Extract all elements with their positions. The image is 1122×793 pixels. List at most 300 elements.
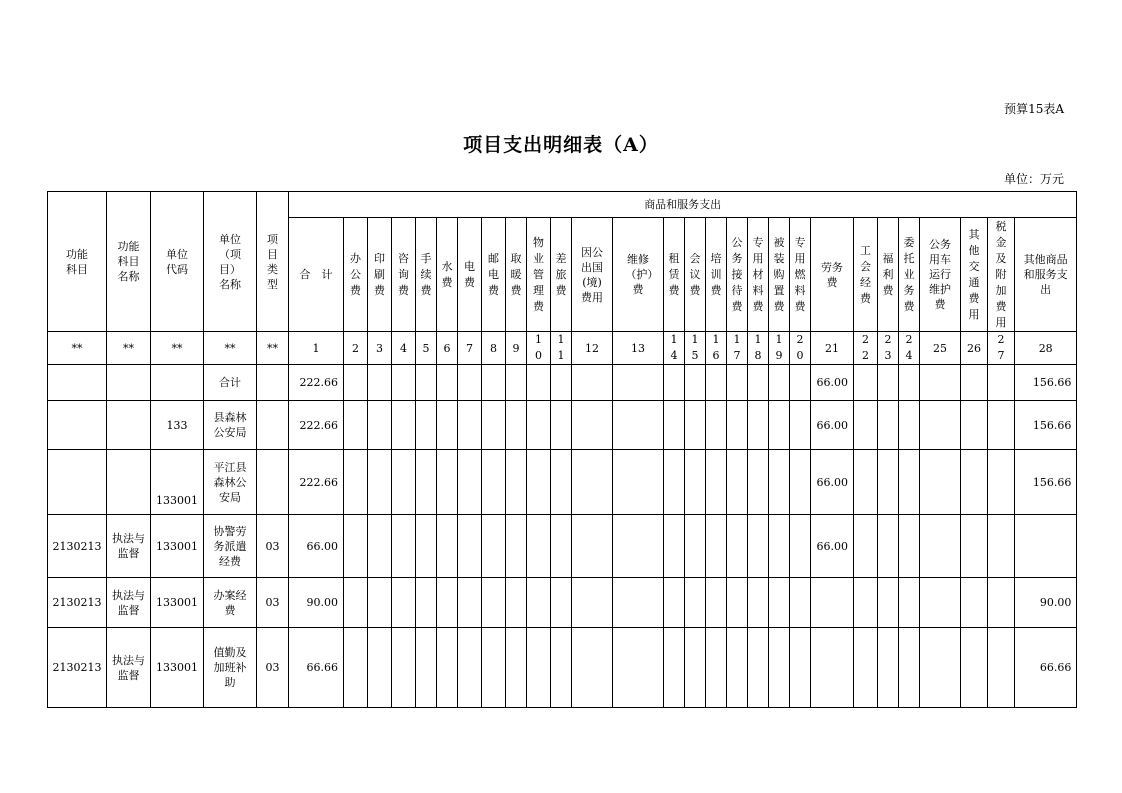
empty-cell [878, 515, 899, 578]
empty-cell [613, 401, 664, 450]
total-cell: 222.66 [289, 450, 344, 515]
empty-cell [790, 450, 811, 515]
header-sub-label: 福利费 [882, 251, 894, 297]
empty-cell [572, 365, 613, 401]
empty-cell [988, 401, 1015, 450]
empty-cell [458, 365, 482, 401]
empty-cell [527, 365, 551, 401]
index-cell [1015, 332, 1077, 365]
header-sub-label: 电费 [464, 259, 475, 289]
other-goods-cell: 156.66 [1015, 401, 1077, 450]
index-value: 16 [712, 333, 720, 362]
empty-cell [685, 401, 706, 450]
header-sub-col [344, 218, 368, 332]
empty-cell [506, 578, 527, 628]
project-type-cell [257, 401, 289, 450]
empty-cell [482, 401, 506, 450]
other-goods-cell [1015, 515, 1077, 578]
header-sub-col [899, 218, 920, 332]
empty-cell [527, 515, 551, 578]
empty-cell [988, 365, 1015, 401]
empty-cell [706, 450, 727, 515]
index-cell [961, 332, 988, 365]
header-sub-label: 因公出国(境)费用 [580, 245, 603, 304]
header-sub-col [551, 218, 572, 332]
empty-cell [437, 450, 458, 515]
empty-cell [878, 450, 899, 515]
empty-cell [727, 578, 748, 628]
other-goods-cell: 156.66 [1015, 365, 1077, 401]
empty-cell [613, 365, 664, 401]
empty-cell [482, 450, 506, 515]
empty-cell [368, 578, 392, 628]
empty-cell [458, 401, 482, 450]
header-sub-col [289, 218, 344, 332]
header-sub-label: 公务用车运行维护费 [929, 238, 951, 311]
index-cell [482, 332, 506, 365]
header-sub-label: 税金及附加费用 [995, 219, 1007, 329]
header-sub-col [920, 218, 961, 332]
empty-cell [551, 450, 572, 515]
header-sub-col [811, 218, 854, 332]
empty-cell [344, 578, 368, 628]
empty-cell [506, 365, 527, 401]
index-value: 10 [535, 333, 542, 362]
empty-cell [790, 365, 811, 401]
empty-cell [344, 515, 368, 578]
labor-cost-cell: 66.00 [811, 365, 854, 401]
empty-cell [392, 365, 416, 401]
header-sub-label: 被装购置费 [773, 235, 785, 313]
empty-cell [988, 578, 1015, 628]
empty-cell [664, 578, 685, 628]
empty-cell [482, 578, 506, 628]
empty-cell [506, 401, 527, 450]
empty-cell [748, 515, 769, 578]
index-cell [706, 332, 727, 365]
header-sub-col [748, 218, 769, 332]
index-cell [613, 332, 664, 365]
empty-cell [416, 450, 437, 515]
header-sub-label: 印刷费 [374, 251, 385, 297]
empty-cell [854, 578, 878, 628]
empty-cell [458, 628, 482, 708]
header-sub-col [790, 218, 811, 332]
form-code: 预算15表A [1004, 102, 1064, 116]
empty-cell [613, 578, 664, 628]
empty-cell [416, 401, 437, 450]
func-code-cell: 2130213 [48, 628, 107, 708]
empty-cell [482, 515, 506, 578]
unit-code-cell: 133001 [151, 450, 204, 515]
header-sub-col [572, 218, 613, 332]
header-sub-col [685, 218, 706, 332]
index-value: 5 [422, 341, 430, 355]
index-cell [416, 332, 437, 365]
table-row [48, 515, 1077, 578]
unit-name-cell [204, 450, 257, 515]
empty-cell [727, 628, 748, 708]
header-sub-col [854, 218, 878, 332]
empty-cell [613, 515, 664, 578]
empty-cell [706, 401, 727, 450]
empty-cell [344, 401, 368, 450]
empty-cell [899, 578, 920, 628]
index-value: ** [224, 341, 236, 355]
empty-cell [854, 628, 878, 708]
empty-cell [392, 628, 416, 708]
index-value: 23 [884, 333, 892, 362]
empty-cell [790, 578, 811, 628]
empty-cell [748, 628, 769, 708]
empty-cell [437, 365, 458, 401]
empty-cell [551, 628, 572, 708]
func-name-cell [107, 628, 151, 708]
empty-cell [727, 515, 748, 578]
empty-cell [961, 401, 988, 450]
header-sub-label: 手续费 [420, 251, 432, 297]
empty-cell [988, 515, 1015, 578]
empty-cell [368, 401, 392, 450]
unit-name-cell [204, 628, 257, 708]
empty-cell [961, 578, 988, 628]
empty-cell [961, 450, 988, 515]
header-sub-col [878, 218, 899, 332]
index-cell [920, 332, 961, 365]
index-value: 18 [754, 333, 762, 362]
empty-cell [392, 515, 416, 578]
project-type-cell [257, 365, 289, 401]
other-goods-cell: 66.66 [1015, 628, 1077, 708]
empty-cell [551, 401, 572, 450]
unit-name-cell [204, 515, 257, 578]
index-cell [790, 332, 811, 365]
header-sub-col [706, 218, 727, 332]
project-type-cell: 03 [257, 628, 289, 708]
index-value: 22 [862, 333, 869, 362]
header-func-subject-text: 功能科目 [65, 247, 88, 276]
header-unit-name-text: 单位（项目）名称 [218, 232, 241, 291]
empty-cell [458, 578, 482, 628]
index-value: 14 [670, 333, 678, 362]
func-code-cell: 2130213 [48, 578, 107, 628]
empty-cell [854, 450, 878, 515]
empty-cell [899, 515, 920, 578]
header-func-subject-name [107, 192, 151, 332]
empty-cell [706, 578, 727, 628]
index-cell [748, 332, 769, 365]
empty-cell [344, 450, 368, 515]
empty-cell [551, 578, 572, 628]
empty-cell [527, 450, 551, 515]
empty-cell [664, 450, 685, 515]
empty-cell [437, 401, 458, 450]
empty-cell [988, 450, 1015, 515]
unit-code-cell: 133 [151, 401, 204, 450]
table-row [48, 401, 1077, 450]
empty-cell [664, 365, 685, 401]
index-cell [107, 332, 151, 365]
empty-cell [899, 365, 920, 401]
expenditure-table [47, 191, 1077, 708]
empty-cell [458, 450, 482, 515]
index-cell [811, 332, 854, 365]
empty-cell [769, 578, 790, 628]
header-sub-col [613, 218, 664, 332]
header-sub-label: 差旅费 [555, 251, 567, 297]
index-value: ** [123, 341, 134, 355]
header-sub-col [961, 218, 988, 332]
index-cell [437, 332, 458, 365]
index-cell [368, 332, 392, 365]
index-cell [506, 332, 527, 365]
index-value: 1 [312, 341, 320, 355]
index-cell [151, 332, 204, 365]
empty-cell [613, 450, 664, 515]
empty-cell [727, 401, 748, 450]
empty-cell [527, 578, 551, 628]
total-cell: 66.00 [289, 515, 344, 578]
header-sub-label: 劳务费 [820, 260, 843, 289]
empty-cell [727, 365, 748, 401]
index-value: 27 [997, 333, 1005, 362]
func-code-cell [48, 401, 107, 450]
empty-cell [920, 628, 961, 708]
empty-cell [790, 515, 811, 578]
empty-cell [899, 450, 920, 515]
table-row [48, 365, 1077, 401]
empty-cell [685, 365, 706, 401]
empty-cell [854, 365, 878, 401]
empty-cell [769, 515, 790, 578]
empty-cell [988, 628, 1015, 708]
empty-cell [920, 401, 961, 450]
empty-cell [527, 401, 551, 450]
empty-cell [685, 578, 706, 628]
unit-name-cell [204, 365, 257, 401]
empty-cell [416, 515, 437, 578]
index-cell [685, 332, 706, 365]
index-cell [769, 332, 790, 365]
index-value: 8 [490, 341, 497, 355]
header-sub-label: 水费 [441, 259, 453, 289]
header-row [48, 192, 1077, 218]
func-name-cell [107, 515, 151, 578]
func-name-cell [107, 450, 151, 515]
empty-cell [664, 401, 685, 450]
empty-cell [769, 401, 790, 450]
empty-cell [482, 365, 506, 401]
index-cell [392, 332, 416, 365]
empty-cell [878, 365, 899, 401]
empty-cell [416, 578, 437, 628]
unit-name-text: 办案经费 [213, 588, 247, 617]
header-sub-label: 公务接待费 [731, 235, 743, 313]
empty-cell [748, 365, 769, 401]
header-sub-col [769, 218, 790, 332]
empty-cell [769, 365, 790, 401]
empty-cell [748, 450, 769, 515]
table-row [48, 628, 1077, 708]
empty-cell [572, 578, 613, 628]
func-name-text: 执法与监督 [111, 532, 145, 560]
header-sub-label: 邮电费 [488, 251, 499, 297]
index-cell [988, 332, 1015, 365]
header-sub-label: 合 计 [299, 268, 333, 281]
header-sub-col [368, 218, 392, 332]
empty-cell [572, 401, 613, 450]
empty-cell [748, 401, 769, 450]
header-project-type-text: 项目类型 [267, 232, 278, 291]
empty-cell [392, 401, 416, 450]
empty-cell [416, 365, 437, 401]
index-cell [854, 332, 878, 365]
empty-cell [506, 628, 527, 708]
header-sub-label: 其他商品和服务支出 [1023, 253, 1068, 296]
index-value: 15 [691, 333, 699, 362]
index-value: 19 [775, 333, 783, 362]
empty-cell [854, 515, 878, 578]
empty-cell [572, 628, 613, 708]
empty-cell [664, 515, 685, 578]
empty-cell [706, 365, 727, 401]
labor-cost-cell: 66.00 [811, 450, 854, 515]
unit-code-cell: 133001 [151, 578, 204, 628]
index-value: 13 [631, 341, 645, 355]
index-value: ** [71, 341, 83, 355]
index-value: 25 [933, 341, 947, 355]
empty-cell [878, 401, 899, 450]
index-value: ** [171, 341, 183, 355]
empty-cell [899, 628, 920, 708]
func-code-cell: 2130213 [48, 515, 107, 578]
func-name-cell [107, 401, 151, 450]
empty-cell [769, 450, 790, 515]
header-sub-col [506, 218, 527, 332]
empty-cell [769, 628, 790, 708]
empty-cell [368, 515, 392, 578]
index-value: ** [267, 341, 278, 355]
empty-cell [506, 515, 527, 578]
index-cell [257, 332, 289, 365]
header-sub-label: 工会经费 [860, 243, 871, 305]
empty-cell [416, 628, 437, 708]
index-cell [344, 332, 368, 365]
index-value: 6 [443, 341, 451, 355]
header-sub-label: 咨询费 [398, 251, 409, 297]
empty-cell [368, 365, 392, 401]
empty-cell [685, 450, 706, 515]
empty-cell [790, 628, 811, 708]
index-value: 20 [796, 333, 804, 362]
other-goods-cell: 156.66 [1015, 450, 1077, 515]
empty-cell [506, 450, 527, 515]
index-value: 17 [733, 333, 741, 362]
empty-cell [727, 450, 748, 515]
header-sub-col [527, 218, 551, 332]
header-sub-label: 专用燃料费 [794, 235, 806, 313]
empty-cell [368, 628, 392, 708]
empty-cell [613, 628, 664, 708]
header-sub-label: 专用材料费 [752, 235, 764, 313]
header-sub-label: 会议费 [689, 251, 701, 297]
func-name-cell [107, 578, 151, 628]
total-cell: 222.66 [289, 401, 344, 450]
empty-cell [572, 450, 613, 515]
empty-cell [961, 628, 988, 708]
header-sub-label: 委托业务费 [903, 235, 915, 313]
index-value: 7 [466, 341, 473, 355]
empty-cell [706, 628, 727, 708]
header-sub-label: 取暖费 [510, 251, 522, 297]
header-unit-code-text: 单位代码 [165, 247, 188, 276]
empty-cell [790, 401, 811, 450]
total-cell: 90.00 [289, 578, 344, 628]
empty-cell [437, 628, 458, 708]
header-sub-col [416, 218, 437, 332]
empty-cell [458, 515, 482, 578]
labor-cost-cell [811, 628, 854, 708]
project-type-cell [257, 450, 289, 515]
unit-code-cell [151, 365, 204, 401]
unit-label: 单位：万元 [1003, 172, 1064, 186]
header-goods-services: 商品和服务支出 [289, 192, 1077, 218]
index-value: 4 [400, 341, 407, 355]
header-func-subject [48, 192, 107, 332]
header-sub-label: 办公费 [350, 251, 361, 297]
labor-cost-cell: 66.00 [811, 401, 854, 450]
unit-name-text: 平江县森林公安局 [213, 460, 247, 504]
index-cell [48, 332, 107, 365]
header-sub-label: 培训费 [710, 251, 722, 297]
header-unit-name [204, 192, 257, 332]
index-row [48, 332, 1077, 365]
empty-cell [920, 578, 961, 628]
unit-code-cell: 133001 [151, 628, 204, 708]
project-type-cell: 03 [257, 578, 289, 628]
index-cell [458, 332, 482, 365]
table-row [48, 578, 1077, 628]
unit-name-text: 县森林公安局 [213, 411, 247, 439]
func-name-text: 执法与监督 [111, 653, 145, 682]
labor-cost-cell: 66.00 [811, 515, 854, 578]
empty-cell [748, 578, 769, 628]
header-unit-code [151, 192, 204, 332]
empty-cell [685, 628, 706, 708]
index-cell [727, 332, 748, 365]
empty-cell [920, 365, 961, 401]
index-value: 21 [825, 341, 839, 355]
index-value: 11 [557, 333, 565, 362]
unit-name-cell [204, 401, 257, 450]
labor-cost-cell [811, 578, 854, 628]
unit-name-text: 值勤及加班补助 [213, 646, 247, 689]
table-row [48, 450, 1077, 515]
empty-cell [878, 578, 899, 628]
func-code-cell [48, 450, 107, 515]
empty-cell [572, 515, 613, 578]
index-value: 24 [905, 333, 913, 362]
index-value: 3 [376, 341, 383, 355]
project-type-cell: 03 [257, 515, 289, 578]
empty-cell [368, 450, 392, 515]
index-value: 2 [352, 341, 359, 355]
empty-cell [392, 578, 416, 628]
index-value: 12 [585, 341, 599, 355]
index-value: 26 [967, 341, 981, 355]
index-cell [878, 332, 899, 365]
index-value: 9 [512, 341, 520, 355]
